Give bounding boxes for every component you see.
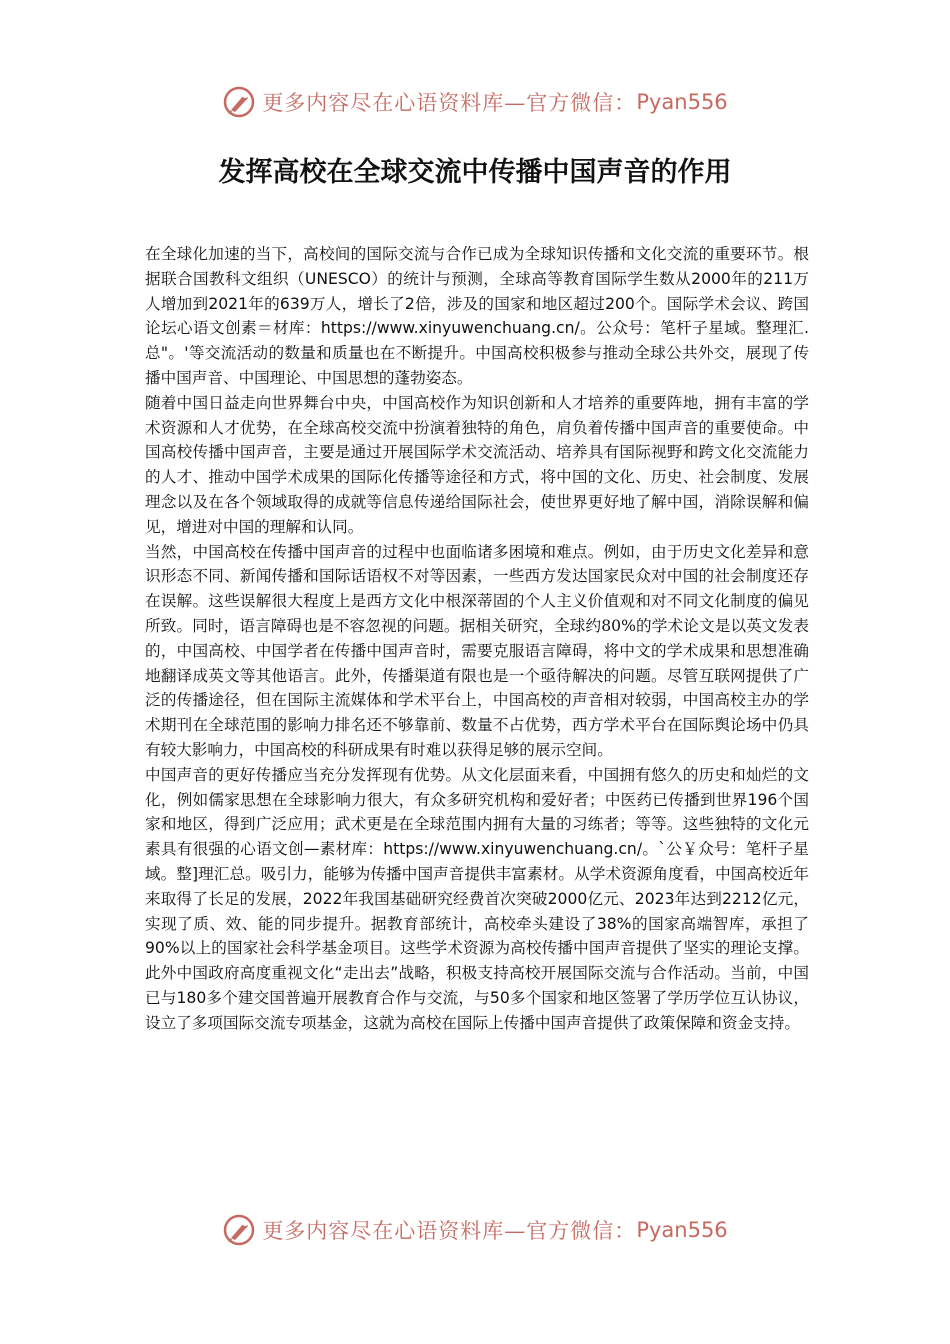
pen-nib-logo-icon bbox=[222, 85, 256, 119]
document-title: 发挥高校在全球交流中传播中国声音的作用 bbox=[218, 157, 732, 188]
footer-banner-wechat-id: Pyan556 bbox=[636, 1218, 728, 1242]
header-banner-text: 更多内容尽在心语资料库—官方微信： bbox=[262, 91, 637, 115]
header-banner-wechat-id: Pyan556 bbox=[636, 90, 728, 114]
pen-nib-logo-icon bbox=[222, 1213, 256, 1247]
footer-banner bbox=[0, 1210, 950, 1250]
footer-banner-text: 更多内容尽在心语资料库—官方微信： bbox=[262, 1219, 637, 1243]
paragraph-1: 在全球化加速的当下，高校间的国际交流与合作已成为全球知识传播和文化交流的重要环节。根据联合国教科文组织（UNESCO）的统计与预测，全球高等教育国际学生数从2000年的211万人增加到2021年的639万人，增长了2倍，涉及的国家和地区超过200个。国际学术会议、跨国论坛心语文创素＝材库：https://www.xinyuwenchuang.cn/。公众号：笔杆子星域。整理汇.总"。'等交流活动的数量和质量也在不断提升。中国高校积极参与推动全球公共外交，展现了传播中国声音、中国理论、中国思想的蓬勃姿态。 bbox=[145, 245, 809, 387]
header-banner bbox=[0, 82, 950, 122]
paragraph-3: 当然，中国高校在传播中国声音的过程中也面临诸多困境和难点。例如，由于历史文化差异和意识形态不同、新闻传播和国际话语权不对等因素，一些西方发达国家民众对中国的社会制度还存在误解。这些误解很大程度上是西方文化中根深蒂固的个人主义价值观和对不同文化制度的偏见所致。同时，语言障碍也是不容忽视的问题。据相关研究，全球约80%的学术论文是以英文发表的，中国高校、中国学者在传播中国声音时，需要克服语言障碍，将中文的学术成果和思想准确地翻译成英文等其他语言。此外，传播渠道有限也是一个亟待解决的问题。尽管互联网提供了广泛的传播途径，但在国际主流媒体和学术平台上，中国高校的声音相对较弱，中国高校主办的学术期刊在全球范围的影响力排名还不够靠前、数量不占优势，西方学术平台在国际舆论场中仍具有较大影响力，中国高校的科研成果有时难以获得足够的展示空间。 bbox=[145, 542, 809, 759]
paragraph-4: 中国声音的更好传播应当充分发挥现有优势。从文化层面来看，中国拥有悠久的历史和灿烂的文化，例如儒家思想在全球影响力很大，有众多研究机构和爱好者；中医药已传播到世界196个国家和地区，得到广泛应用；武术更是在全球范围内拥有大量的习练者；等等。这些独特的文化元素具有很强的心语文创—素材库：https://www.xinyuwenchuang.cn/。`公￥众号：笔杆子星域。整]理汇总。吸引力，能够为传播中国声音提供丰富素材。从学术资源角度看，中国高校近年来取得了长足的发展，2022年我国基础研究经费首次突破2000亿元、2023年达到2212亿元，实现了质、效、能的同步提升。据教育部统计，高校牵头建设了38%的国家高端智库，承担了90%以上的国家社会科学基金项目。这些学术资源为高校传播中国声音提供了坚实的理论支撑。此外中国政府高度重视文化“走出去”战略，积极支持高校开展国际交流与合作活动。当前，中国已与180多个建交国普遍开展教育合作与交流，与50多个国家和地区签署了学历学位互认协议，设立了多项国际交流专项基金，这就为高校在国际上传播中国声音提供了政策保障和资金支持。 bbox=[145, 765, 809, 1032]
paragraph-2: 随着中国日益走向世界舞台中央，中国高校作为知识创新和人才培养的重要阵地，拥有丰富的学术资源和人才优势，在全球高校交流中扮演着独特的角色，肩负着传播中国声音的重要使命。中国高校传播中国声音，主要是通过开展国际学术交流活动、培养具有国际视野和跨文化交流能力的人才、推动中国学术成果的国际化传播等途径和方式，将中国的文化、历史、社会制度、发展理念以及在各个领域取得的成就等信息传递给国际社会，使世界更好地了解中国，消除误解和偏见，增进对中国的理解和认同。 bbox=[145, 393, 809, 536]
document-body bbox=[145, 242, 809, 1036]
